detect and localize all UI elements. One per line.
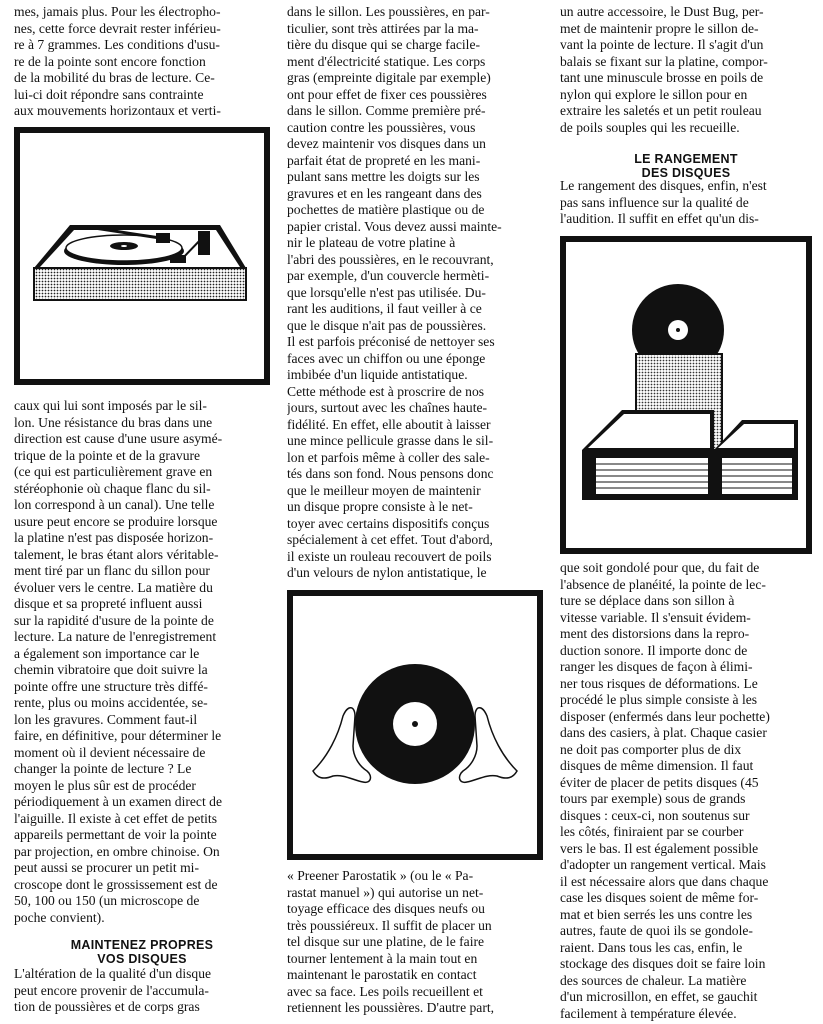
text-line: autres, faute de quoi ils se gondole- bbox=[560, 923, 753, 938]
text-line: Le rangement des disques, enfin, n'est bbox=[560, 178, 767, 193]
text-line: tel disque sur une platine, de le faire bbox=[287, 934, 485, 949]
text-line: trique de la pointe et de la gravure bbox=[14, 447, 201, 463]
text-line: peut encore provenir de l'accumula- bbox=[14, 982, 209, 998]
text-line: fidélité. En effet, elle aboutit à laisser bbox=[287, 416, 491, 432]
col3-mid-text bbox=[560, 178, 812, 228]
text-line: balais se fixant sur la platine, compor- bbox=[560, 53, 768, 69]
heading-maintenez-propres: MAINTENEZ PROPRES VOS DISQUES bbox=[70, 938, 214, 966]
text-line: l'abri des poussières, en le recouvrant, bbox=[287, 251, 494, 267]
text-line: rastat manuel ») qui autorise un net- bbox=[287, 884, 484, 900]
col2-top-text bbox=[287, 4, 543, 582]
text-line: ment tiré par un flanc du sillon pour bbox=[14, 563, 210, 578]
text-line: faire, en définitive, pour déterminer le bbox=[14, 728, 222, 743]
text-line: disques de même dimension. Il faut bbox=[560, 758, 754, 773]
text-line: pulant sans mettre les doigts sur les bbox=[287, 169, 480, 184]
text-line: appareils permettant de voir la pointe bbox=[14, 827, 217, 842]
col2-bottom-text bbox=[287, 868, 543, 1017]
text-line: pas sans influence sur la qualité de bbox=[560, 194, 749, 210]
text-line: caution contre les poussières, vous bbox=[287, 119, 476, 135]
text-line: faces avec un chiffon ou une éponge bbox=[287, 350, 486, 366]
text-line: tant une minuscule brosse en poils de bbox=[560, 70, 764, 85]
text-line: d'un velours de nylon antistatique, le bbox=[287, 565, 487, 580]
text-line: l'absence de planéité, la pointe de lec- bbox=[560, 576, 766, 592]
text-line: 50, 100 ou 150 (un microscope de bbox=[14, 893, 200, 908]
text-line: croscope dont le grossissement est de bbox=[14, 876, 218, 892]
text-line: changer la pointe de lecture ? Le bbox=[14, 761, 192, 776]
col3-top-text bbox=[560, 4, 812, 136]
text-line: chemin vibratoire que doit suivre la bbox=[14, 662, 208, 677]
text-line: toyage efficace des disques neufs ou bbox=[287, 901, 485, 916]
text-line: sur la rapidité d'usure de la pointe de bbox=[14, 612, 214, 628]
text-line: d'adopter un rangement vertical. Mais bbox=[560, 857, 766, 872]
text-line: il existe un rouleau recouvert de poils bbox=[287, 548, 492, 564]
text-line: une mince pellicule grasse dans le sil- bbox=[287, 433, 494, 448]
text-line: lon. Une résistance du bras dans une bbox=[14, 414, 213, 430]
text-line: ment d'électricité statique. Les corps bbox=[287, 53, 486, 69]
text-line: très poussiéreux. Il suffit de placer un bbox=[287, 917, 492, 933]
col1-top-text bbox=[14, 4, 270, 120]
turntable-illustration bbox=[20, 133, 264, 379]
turntable-figure bbox=[14, 127, 270, 385]
text-line: pointe offre une structure très diffé- bbox=[14, 678, 208, 694]
text-line: papier cristal. Vous devez aussi mainte- bbox=[287, 218, 502, 234]
text-line: de poils souples qui les recueille. bbox=[560, 119, 740, 135]
text-line: ture se déplace dans son sillon à bbox=[560, 593, 735, 608]
text-line: lon les gravures. Comment faut-il bbox=[14, 711, 198, 727]
text-line: ne doit pas comporter plus de dix bbox=[560, 741, 742, 757]
col1-end-text bbox=[14, 966, 270, 1016]
text-line: disque et sa propreté influent aussi bbox=[14, 596, 203, 611]
text-line: que lorsqu'elle n'est pas utilisée. Du- bbox=[287, 284, 486, 300]
text-line: stockage des disques doit se faire loin bbox=[560, 956, 766, 971]
text-line: lui-ci doit répondre sans contrainte bbox=[14, 86, 204, 102]
text-line: ticulier, sont très attirées par la ma- bbox=[287, 20, 479, 36]
text-line: dans le sillon. Comme première pré- bbox=[287, 103, 486, 118]
text-line: lon et parfois même à coller des sale- bbox=[287, 449, 490, 465]
text-line: il est nécessaire alors que dans chaque bbox=[560, 873, 769, 889]
text-line: vant la pointe de lecture. Il s'agit d'un bbox=[560, 37, 764, 52]
text-line: vers le bas. Il est également possible bbox=[560, 840, 759, 856]
text-line: l'audition. Il suffit en effet qu'un dis- bbox=[560, 211, 759, 226]
text-line: caux qui lui sont imposés par le sil- bbox=[14, 398, 207, 413]
text-line: (ce qui est particulièrement grave en bbox=[14, 464, 213, 479]
col3-bottom-text bbox=[560, 560, 812, 1022]
heading-le-rangement: LE RANGEMENT DES DISQUES bbox=[634, 152, 738, 180]
text-line: moment où il devient nécessaire de bbox=[14, 744, 206, 760]
text-line: ment des distorsions dans la repro- bbox=[560, 626, 750, 641]
text-line: re de la pointe sont encore fonction bbox=[14, 53, 206, 69]
text-line: que le disque n'ait pas de poussières. bbox=[287, 317, 487, 333]
text-line: d'un microsillon, en effet, se gauchit bbox=[560, 989, 758, 1004]
hands-record-figure bbox=[287, 590, 543, 860]
text-line: peut aussi se procurer un petit mi- bbox=[14, 860, 199, 875]
text-line: lon correspond à un canal). Une telle bbox=[14, 497, 215, 512]
text-line: tés dans son fond. Nous pensons donc bbox=[287, 466, 494, 481]
text-line: raient. Dans tous les cas, enfin, le bbox=[560, 939, 743, 955]
text-line: L'altération de la qualité d'un disque bbox=[14, 966, 212, 981]
text-line: lecture. La nature de l'enregistrement bbox=[14, 629, 217, 644]
text-line: des sources de chaleur. La matière bbox=[560, 972, 747, 988]
text-line: a également son importance car le bbox=[14, 645, 200, 661]
text-line: nir le plateau de votre platine à bbox=[287, 235, 456, 250]
text-line: jours, surtout avec les chaînes haute- bbox=[287, 400, 488, 415]
text-line: procédé le plus simple consiste à les bbox=[560, 692, 758, 707]
hands-holding-record-illustration bbox=[293, 596, 537, 854]
text-line: vitesse variable. Il s'ensuit évidem- bbox=[560, 609, 751, 625]
text-line: dans des casiers, à plat. Chaque casier bbox=[560, 725, 767, 740]
text-line: tion de poussières et de corps gras bbox=[14, 999, 200, 1014]
text-line: disposer (enfermés dans leur pochette) bbox=[560, 708, 770, 724]
text-line: toyer avec certains dispositifs conçus bbox=[287, 515, 490, 531]
text-line: gravures et en les rangeant dans des bbox=[287, 185, 482, 201]
text-line: par projection, en ombre chinoise. On bbox=[14, 843, 220, 859]
text-line: de la mobilité du bras de lecture. Ce- bbox=[14, 70, 215, 85]
text-line: un autre accessoire, le Dust Bug, per- bbox=[560, 4, 764, 19]
text-line: tours par exemple) sous de grands bbox=[560, 791, 746, 806]
text-line: un disque propre consiste à le net- bbox=[287, 499, 473, 514]
text-line: disques : ceux-ci, non soutenus sur bbox=[560, 807, 750, 823]
text-line: Cette méthode est à proscrire de nos bbox=[287, 383, 485, 399]
text-line: facilement à température élevée. bbox=[560, 1005, 737, 1021]
text-line: aux mouvements horizontaux et verti- bbox=[14, 103, 221, 118]
text-line: spécialement à cet effet. Tout d'abord, bbox=[287, 532, 493, 547]
text-line: devez maintenir vos disques dans un bbox=[287, 136, 486, 151]
text-line: la platine n'est pas disposée horizon- bbox=[14, 530, 214, 545]
text-line: retiennent les poussières. D'autre part, bbox=[287, 1000, 495, 1015]
text-line: que soit gondolé pour que, du fait de bbox=[560, 560, 760, 575]
text-line: extraire les saletés et un petit rouleau bbox=[560, 103, 762, 118]
text-line: maintenant le parostatik en contact bbox=[287, 967, 477, 982]
text-line: ner tous risques de déformations. Le bbox=[560, 675, 758, 691]
text-line: imbibée d'un liquide antistatique. bbox=[287, 367, 468, 382]
text-line: rente, plus ou moins accidentée, se- bbox=[14, 695, 208, 710]
text-line: direction est cause d'une usure asymé- bbox=[14, 431, 223, 446]
col1-bottom-text bbox=[14, 398, 270, 926]
text-line: périodiquement à un examen direct de bbox=[14, 794, 222, 809]
text-line: dans le sillon. Les poussières, en par- bbox=[287, 4, 490, 19]
text-line: pochettes de matière plastique ou de bbox=[287, 202, 485, 217]
record-storage-figure bbox=[560, 236, 812, 554]
text-line: avec sa face. Les poils recueillent et bbox=[287, 983, 483, 999]
text-line: mes, jamais plus. Pour les électropho- bbox=[14, 4, 221, 19]
text-line: moyen le plus sûr est de procéder bbox=[14, 777, 196, 793]
text-line: mat et bien serrés les uns contre les bbox=[560, 906, 753, 922]
text-line: par exemple, d'un couvercle hermèti- bbox=[287, 268, 490, 283]
text-line: l'aiguille. Il existe à cet effet de petits bbox=[14, 810, 218, 826]
text-line: usure peut encore se produire lorsque bbox=[14, 513, 218, 529]
text-line: ont pour effet de fixer ces poussières bbox=[287, 86, 487, 102]
text-line: tière du disque qui se charge facile- bbox=[287, 37, 481, 52]
text-line: les côtés, finiraient par se courber bbox=[560, 824, 744, 839]
text-line: nes, cette force devrait rester inférieu- bbox=[14, 20, 221, 36]
text-line: éviter de placer de petits disques (45 bbox=[560, 774, 759, 790]
text-line: case les disques soient de même for- bbox=[560, 890, 759, 905]
text-line: que le meilleur moyen de maintenir bbox=[287, 482, 481, 498]
text-line: re à 7 grammes. Les conditions d'usu- bbox=[14, 37, 220, 52]
text-line: tourner lentement à la main tout en bbox=[287, 950, 478, 966]
text-line: gras (empreinte digitale par exemple) bbox=[287, 70, 491, 85]
text-line: parfait état de propreté en les mani- bbox=[287, 152, 481, 168]
text-line: ranger les disques de façon à élimi- bbox=[560, 659, 753, 674]
text-line: évoluer vers le centre. La matière du bbox=[14, 579, 213, 595]
text-line: rant les auditions, il faut veiller à ce bbox=[287, 301, 482, 316]
record-storage-bins-illustration bbox=[566, 242, 806, 548]
text-line: Il est parfois préconisé de nettoyer ses bbox=[287, 334, 495, 349]
text-line: talement, le bras étant alors véritable- bbox=[14, 546, 219, 562]
text-line: stéréophonie où chaque flanc du sil- bbox=[14, 480, 211, 496]
text-line: poche convient). bbox=[14, 909, 105, 925]
text-line: duction sonore. Il importe donc de bbox=[560, 642, 748, 658]
text-line: met de maintenir propre le sillon de- bbox=[560, 20, 759, 36]
text-line: nylon qui explore le sillon pour en bbox=[560, 86, 748, 102]
text-line: « Preener Parostatik » (ou le « Pa- bbox=[287, 868, 474, 883]
